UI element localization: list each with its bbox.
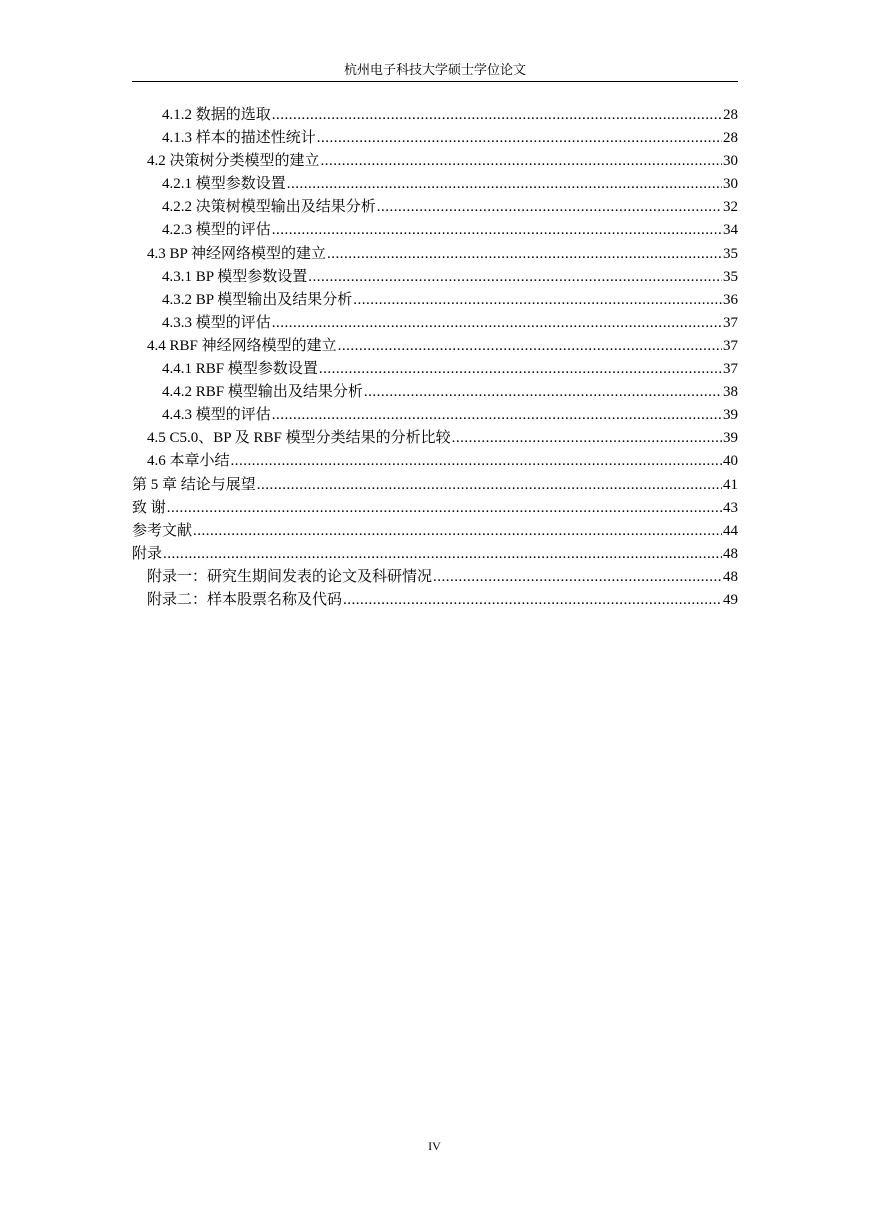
toc-entry-title: 4.4.3 模型的评估 <box>162 407 271 424</box>
toc-entry-title: 附录 <box>132 545 163 562</box>
toc-entry[interactable] <box>132 219 738 242</box>
toc-entry[interactable] <box>132 474 738 497</box>
toc-entry[interactable] <box>132 450 738 473</box>
toc-entry-page: 30 <box>723 176 738 193</box>
toc-entry-title: 4.4 RBF 神经网络模型的建立 <box>147 337 337 354</box>
toc-entry[interactable] <box>132 358 738 381</box>
toc-entry[interactable] <box>132 196 738 219</box>
toc-entry-title: 4.2.1 模型参数设置 <box>162 176 286 193</box>
header-rule <box>132 81 738 82</box>
toc-dot-leader <box>231 450 722 473</box>
toc-entry-page: 39 <box>723 407 738 424</box>
toc-entry-title: 4.3.2 BP 模型输出及结果分析 <box>162 291 353 308</box>
toc-entry[interactable] <box>132 497 738 520</box>
toc-dot-leader <box>272 104 722 127</box>
toc-dot-leader <box>272 404 722 427</box>
toc-entry-title: 4.1.2 数据的选取 <box>162 107 271 123</box>
toc-entry-page: 35 <box>723 245 738 262</box>
toc-entry-title: 参考文献 <box>132 522 193 539</box>
toc-entry[interactable] <box>132 381 738 404</box>
toc-dot-leader <box>163 543 722 566</box>
toc-entry-title: 4.2 决策树分类模型的建立 <box>147 153 320 170</box>
toc-dot-leader <box>272 312 722 335</box>
page-number: IV <box>428 1139 441 1153</box>
toc-dot-leader <box>257 474 722 497</box>
toc-entry-title: 第 5 章 结论与展望 <box>132 476 256 493</box>
toc-dot-leader <box>343 589 722 612</box>
toc-entry-title: 4.1.3 样本的描述性统计 <box>162 130 316 147</box>
toc-entry-page: 36 <box>723 291 738 308</box>
toc-entry[interactable] <box>132 589 738 612</box>
toc-entry-page: 43 <box>723 499 738 516</box>
toc-entry-title: 4.6 本章小结 <box>147 453 230 470</box>
toc-entry-title: 4.4.2 RBF 模型输出及结果分析 <box>162 384 363 401</box>
toc-dot-leader <box>377 196 722 219</box>
toc-entry-page: 35 <box>723 268 738 285</box>
toc-entry-title: 4.2.2 决策树模型输出及结果分析 <box>162 199 376 216</box>
toc-entry-title: 附录二：样本股票名称及代码 <box>147 591 343 608</box>
toc-entry[interactable] <box>132 127 738 150</box>
toc-dot-leader <box>353 289 722 312</box>
toc-entry-page: 34 <box>723 222 738 239</box>
toc-entry-page: 41 <box>723 476 738 493</box>
table-of-contents <box>132 104 738 612</box>
toc-entry-page: 38 <box>723 384 738 401</box>
toc-entry[interactable] <box>132 543 738 566</box>
toc-entry[interactable] <box>132 566 738 589</box>
toc-dot-leader <box>321 150 722 173</box>
toc-entry[interactable] <box>132 289 738 312</box>
toc-dot-leader <box>364 381 722 404</box>
toc-dot-leader <box>452 427 722 450</box>
toc-entry[interactable] <box>132 312 738 335</box>
toc-entry-title: 4.3.1 BP 模型参数设置 <box>162 268 308 285</box>
toc-dot-leader <box>308 266 722 289</box>
toc-entry-page: 49 <box>723 591 738 608</box>
toc-dot-leader <box>272 219 722 242</box>
toc-entry[interactable] <box>132 335 738 358</box>
toc-entry-page: 48 <box>723 545 738 562</box>
toc-entry[interactable] <box>132 520 738 543</box>
toc-dot-leader <box>327 243 722 266</box>
toc-dot-leader <box>167 497 722 520</box>
toc-entry[interactable] <box>132 173 738 196</box>
toc-entry-page: 37 <box>723 337 738 354</box>
toc-entry-title: 致 谢 <box>132 499 166 516</box>
toc-entry-title: 4.4.1 RBF 模型参数设置 <box>162 361 318 378</box>
running-header: 杭州电子科技大学硕士学位论文 <box>343 62 526 77</box>
toc-entry-page: 37 <box>723 361 738 378</box>
toc-entry[interactable] <box>132 150 738 173</box>
toc-entry[interactable] <box>132 104 738 127</box>
toc-entry-title: 附录一：研究生期间发表的论文及科研情况 <box>147 568 433 585</box>
toc-entry-title: 4.3 BP 神经网络模型的建立 <box>147 245 327 262</box>
toc-entry-page: 44 <box>723 522 738 539</box>
toc-dot-leader <box>338 335 722 358</box>
toc-dot-leader <box>319 358 722 381</box>
toc-entry[interactable] <box>132 243 738 266</box>
toc-dot-leader <box>317 127 722 150</box>
toc-dot-leader <box>287 173 722 196</box>
toc-entry-page: 30 <box>723 153 738 170</box>
toc-entry[interactable] <box>132 404 738 427</box>
toc-dot-leader <box>193 520 722 543</box>
toc-entry-title: 4.2.3 模型的评估 <box>162 222 271 239</box>
toc-entry[interactable] <box>132 427 738 450</box>
toc-entry-page: 28 <box>723 130 738 147</box>
toc-dot-leader <box>433 566 722 589</box>
toc-entry-page: 39 <box>723 430 738 447</box>
toc-entry-title: 4.3.3 模型的评估 <box>162 314 271 331</box>
toc-entry-page: 32 <box>723 199 738 216</box>
toc-entry-title: 4.5 C5.0、BP 及 RBF 模型分类结果的分析比较 <box>147 430 451 447</box>
toc-entry-page: 48 <box>723 568 738 585</box>
toc-entry-page: 28 <box>723 107 738 123</box>
toc-entry[interactable] <box>132 266 738 289</box>
toc-entry-page: 37 <box>723 314 738 331</box>
toc-entry-page: 40 <box>723 453 738 470</box>
